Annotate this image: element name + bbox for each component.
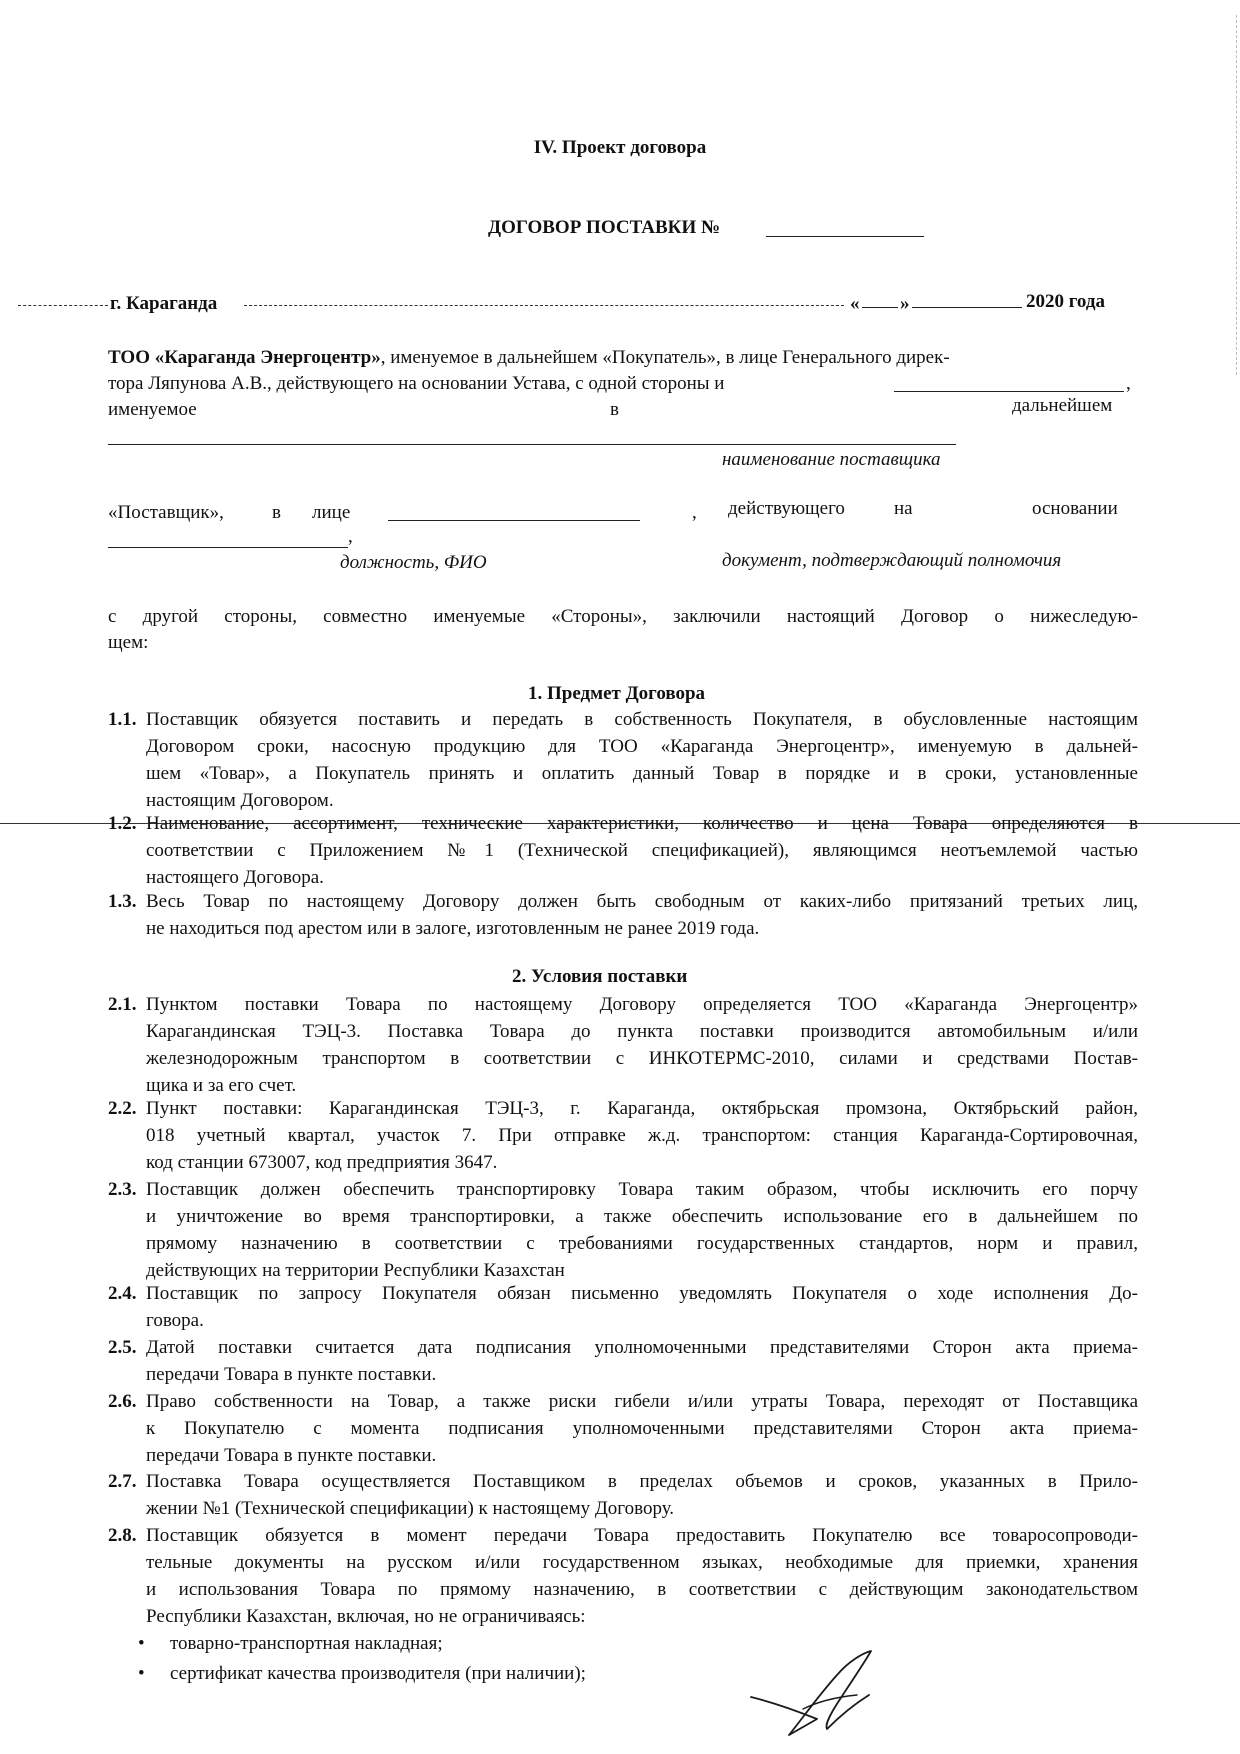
authority-document-blank: [108, 547, 348, 548]
clause-2-3: [108, 1176, 1138, 1284]
dash-line: [18, 305, 108, 306]
clause-2-8: [108, 1522, 1138, 1630]
clause-2-2: [108, 1095, 1138, 1176]
clause-line: щика и за его счет.: [146, 1075, 297, 1096]
clause-line: Карагандинская ТЭЦ-3. Поставка Товара до пункта поставки производится автомобильным и/или: [146, 1021, 1138, 1042]
bullet-icon: •: [138, 1663, 145, 1684]
clause-line: Поставщик должен обеспечить транспортировку Товара таким образом, чтобы исключить его порчу: [146, 1179, 1138, 1200]
clause-number: 2.7.: [108, 1471, 137, 1492]
clause-line: не находиться под арестом или в залоге, изготовленным не ранее 2019 года.: [146, 918, 760, 939]
clause-line: говора.: [146, 1310, 204, 1331]
comma: ,: [1126, 373, 1131, 394]
clause-2-4: [108, 1280, 1138, 1334]
clause-number: 2.1.: [108, 994, 137, 1015]
dash-line: [244, 305, 844, 306]
clause-number: 2.4.: [108, 1283, 137, 1304]
clause-line: Поставка Товара осуществляется Поставщиком в пределах объемов и сроков, указанных в Прило-: [146, 1471, 1138, 1492]
preamble-word: основании: [1032, 498, 1118, 519]
signature-icon: [745, 1645, 885, 1740]
preamble-word: в: [610, 399, 619, 420]
clause-line: Договором сроки, насосную продукцию для ТОО «Караганда Энергоцентр», именуемую в дальней-: [146, 736, 1138, 757]
clause-line: соответствии с Приложением №1 (Технической спецификацией), являющимся неотъемлемой частью: [146, 840, 1138, 861]
clause-line: Пункт поставки: Карагандинская ТЭЦ-3, г. Караганда, октябрьская промзона, Октябрьский район,: [146, 1098, 1138, 1119]
representative-blank: [388, 520, 640, 521]
clause-line: код станции 673007, код предприятия 3647.: [146, 1152, 498, 1173]
supplier-name-blank: [108, 444, 956, 445]
clause-number: 2.3.: [108, 1179, 137, 1200]
clause-number: 2.6.: [108, 1391, 137, 1412]
contract-number-blank: [766, 236, 924, 237]
clause-number: 2.2.: [108, 1098, 137, 1119]
clause-line: Поставщик обязуется поставить и передать в собственность Покупателя, в обусловленные настоящим: [146, 709, 1138, 730]
day-blank: [862, 307, 898, 308]
date-close-quote: »: [900, 293, 910, 314]
clause-2-6: [108, 1388, 1138, 1469]
preamble-word: именуемое: [108, 399, 197, 420]
preamble-word: на: [894, 498, 913, 519]
section-1-title: 1. Предмет Договора: [528, 683, 706, 704]
preamble-line-1: [108, 344, 1138, 371]
preamble-text: , именуемое в дальнейшем «Покупатель», в лице Генерального дирек-: [380, 347, 950, 368]
section-2-title: 2. Условия поставки: [512, 966, 688, 987]
clause-number: 1.3.: [108, 891, 137, 912]
clause-line: Наименование, ассортимент, технические характеристики, количество и цена Товара определяются в: [146, 813, 1138, 834]
preamble-closing-line-1: с другой стороны, совместно именуемые «Стороны», заключили настоящий Договор о нижеследую-: [108, 606, 1138, 627]
comma: ,: [692, 502, 697, 523]
clause-line: Пунктом поставки Товара по настоящему Договору определяется ТОО «Караганда Энергоцентр»: [146, 994, 1138, 1015]
date-open-quote: «: [850, 293, 860, 314]
preamble-word: дальнейшем: [1012, 395, 1113, 416]
scan-margin-mark: [1236, 15, 1237, 375]
contract-title: ДОГОВОР ПОСТАВКИ №: [488, 217, 721, 238]
clause-line: Весь Товар по настоящему Договору должен быть свободным от каких-либо притязаний третьих лиц,: [146, 891, 1138, 912]
preamble-word: в: [272, 502, 281, 523]
clause-number: 1.1.: [108, 709, 137, 730]
clause-number: 2.5.: [108, 1337, 137, 1358]
clause-1-1: [108, 706, 1138, 814]
preamble-word: лице: [312, 502, 351, 523]
preamble-line-2: тора Ляпунова А.В., действующего на основании Устава, с одной стороны и: [108, 373, 725, 394]
clause-1-3: [108, 888, 1138, 942]
clause-line: прямому назначению в соответствии с требованиями государственных стандартов, норм и правил,: [146, 1233, 1138, 1254]
clause-2-1: [108, 991, 1138, 1099]
clause-line: Право собственности на Товар, а также риски гибели и/или утраты Товара, переходят от Поставщика: [146, 1391, 1138, 1412]
section-title: IV. Проект договора: [533, 137, 707, 158]
clause-line: передачи Товара в пункте поставки.: [146, 1445, 437, 1466]
clause-line: настоящего Договора.: [146, 867, 324, 888]
clause-line: к Покупателю с момента подписания уполномоченными представителями Сторон акта приема-: [146, 1418, 1138, 1439]
document-caption: документ, подтверждающий полномочия: [722, 550, 1062, 571]
preamble-word: «Поставщик»,: [108, 502, 224, 523]
preamble-closing-line-2: щем:: [108, 632, 149, 653]
clause-number: 1.2.: [108, 813, 137, 834]
supplier-name-caption: наименование поставщика: [722, 449, 941, 470]
clause-line: передачи Товара в пункте поставки.: [146, 1364, 437, 1385]
bullet-icon: •: [138, 1633, 145, 1654]
clause-line: тельные документы на русском и/или государственном языках, необходимые для приемки, хранения: [146, 1552, 1138, 1573]
position-caption: должность, ФИО: [340, 552, 487, 573]
city: г. Караганда: [110, 293, 218, 314]
clause-line: жении №1 (Технической спецификации) к настоящему Договору.: [146, 1498, 675, 1519]
year: 2020 года: [1026, 291, 1105, 312]
preamble-word: действующего: [728, 498, 845, 519]
clause-line: настоящим Договором.: [146, 790, 334, 811]
clause-line: и использования Товара по прямому назначению, в соответствии с действующим законодательством: [146, 1579, 1138, 1600]
clause-line: шем «Товар», а Покупатель принять и оплатить данный Товар в порядке и в сроки, установленные: [146, 763, 1138, 784]
clause-line: Поставщик обязуется в момент передачи Товара предоставить Покупателю все товаросопроводи-: [146, 1525, 1138, 1546]
list-item-text: сертификат качества производителя (при наличии);: [170, 1663, 586, 1684]
clause-line: действующих на территории Республики Казахстан: [146, 1260, 565, 1281]
clause-line: 018 учетный квартал, участок 7. При отправке ж.д. транспортом: станция Караганда-Сортировочная,: [146, 1125, 1138, 1146]
clause-1-2: [108, 810, 1138, 891]
clause-line: и уничтожение во время транспортировки, а также обеспечить использование его в дальнейшем по: [146, 1206, 1138, 1227]
clause-number: 2.8.: [108, 1525, 137, 1546]
clause-2-7: [108, 1468, 1138, 1522]
buyer-company: ТОО «Караганда Энергоцентр»: [108, 347, 381, 368]
clause-line: Поставщик по запросу Покупателя обязан письменно уведомлять Покупателя о ходе исполнения До-: [146, 1283, 1138, 1304]
clause-line: Датой поставки считается дата подписания уполномоченными представителями Сторон акта приема-: [146, 1337, 1138, 1358]
clause-line: железнодорожным транспортом в соответствии с ИНКОТЕРМС-2010, силами и средствами Постав-: [146, 1048, 1138, 1069]
month-blank: [912, 307, 1022, 308]
clause-line: Республики Казахстан, включая, но не ограничиваясь:: [146, 1606, 586, 1627]
clause-2-5: [108, 1334, 1138, 1388]
comma: ,: [348, 526, 353, 547]
list-item-text: товарно-транспортная накладная;: [170, 1633, 443, 1654]
